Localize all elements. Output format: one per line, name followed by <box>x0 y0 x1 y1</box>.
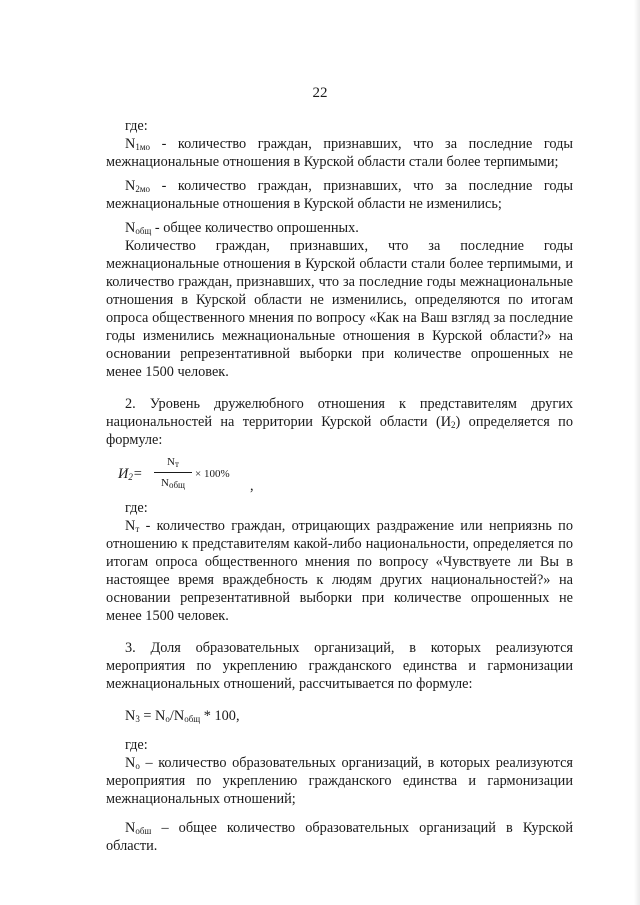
page-number: 22 <box>312 85 328 101</box>
where-label-3: где: <box>125 737 148 753</box>
indicator-2-intro: 2. Уровень дружелюбного отношения к представителям других национальностей на территории Курской области $(И_2)$ определяется по формуле: <box>106 396 573 448</box>
where-label-2: где: <box>125 500 148 516</box>
indicator-3-intro: 3. Доля образовательных организаций, в которых реализуются мероприятия по укреплению гражданского единства и гармонизации межнациональных отношений, рассчитывается по формуле: <box>106 640 573 692</box>
formula-multiplier: × 100% <box>195 468 230 480</box>
definition-nobsh-edu: $N_{обш}$ – общее количество образовательных организаций в Курской области. <box>106 820 573 854</box>
formula-comma: , <box>250 478 254 494</box>
definition-nt: $N_т$ - количество граждан, отрицающих раздражение или неприязнь по отношению к представителям какой-либо национальности, определяется по итогам опроса общественного мнения по вопросу «Чувствуете ли Вы в настоящее время враждебность к людям других национальностей?» на основании репрезентативной выборки при количестве опрошенных не менее 1500 человек. <box>106 518 573 624</box>
text-column <box>106 117 573 855</box>
formula-fraction <box>154 453 192 492</box>
where-label-1: где: <box>125 118 148 134</box>
definition-no: $N_о$ – количество образовательных организаций, в которых реализуются мероприятия по укреплению гражданского единства и гармонизации межнациональных отношений; <box>106 755 573 807</box>
formula-lhs: $И_2=$ <box>118 466 143 482</box>
definition-n1mo: $N_{1мо}$ - количество граждан, признавших, что за последние годы межнациональные отношения в Курской области стали более терпимыми; <box>106 136 573 170</box>
formula-numerator: $N_т$ <box>154 453 192 473</box>
formula-n3: $N_3 = N_о/N_{общ} * 100$, <box>125 708 240 724</box>
scan-edge-shadow <box>634 0 640 905</box>
formula-denominator: $N_{общ}$ <box>161 477 185 490</box>
survey-paragraph-1: Количество граждан, признавших, что за последние годы межнациональные отношения в Курской области стали более терпимыми, и количество граждан, признавших, что за последние годы межнациональные отношения в Курской области не изменились, определяются по итогам опроса общественного мнения по вопросу «Как на Ваш взгляд за последние годы изменились межнациональные отношения в Курской области?» на основании репрезентативной выборки при количестве опрошенных не менее 1500 человек. <box>106 238 573 380</box>
formula-i2 <box>118 453 573 493</box>
definition-n2mo: $N_{2мо}$ - количество граждан, признавших, что за последние годы межнациональные отношения в Курской области не изменились; <box>106 178 573 212</box>
definition-nobsh: $N_{общ}$ - общее количество опрошенных. <box>125 220 359 236</box>
